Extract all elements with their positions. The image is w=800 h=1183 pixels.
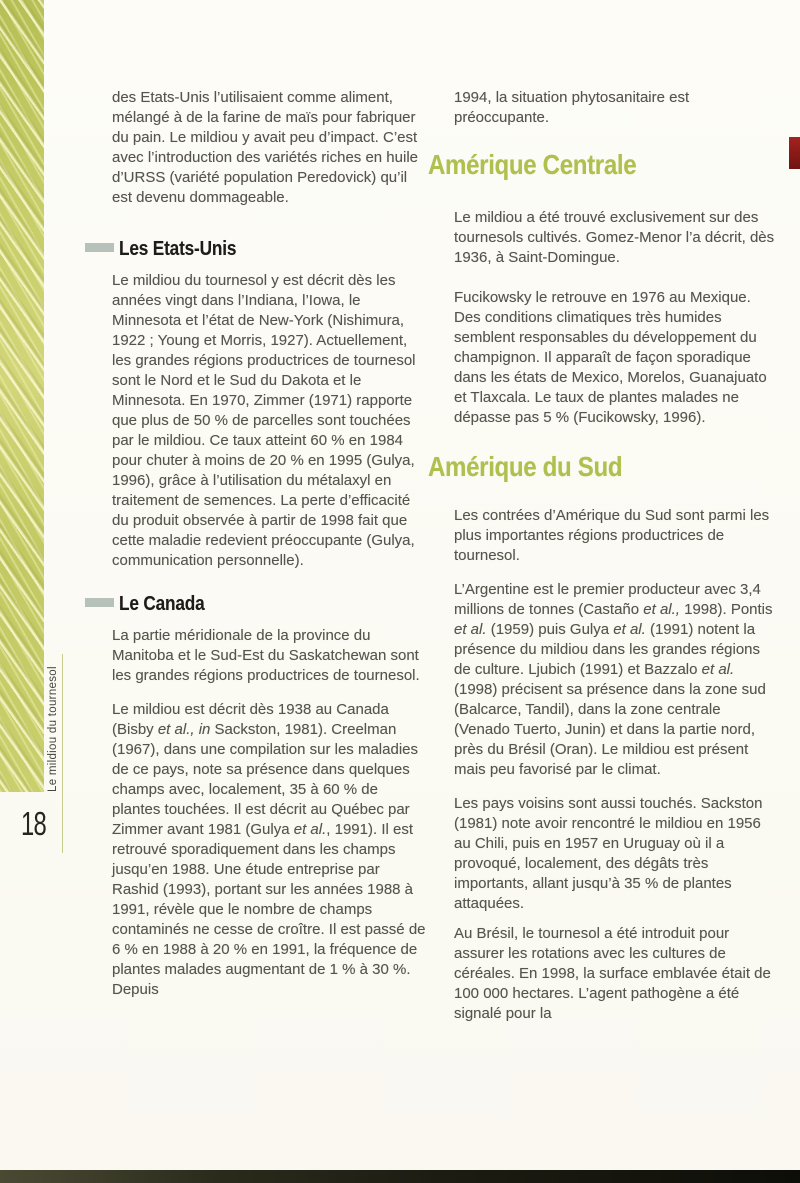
spine-label: Le mildiou du tournesol xyxy=(47,666,59,792)
paragraph: La partie méridionale de la province du Manitoba et le Sud-Est du Saskatchewan sont les grandes régions productrices de tournesol. xyxy=(112,627,420,684)
paragraph: 1994, la situation phytosanitaire est préoccupante. xyxy=(454,89,690,126)
sidebar-texture-band xyxy=(0,0,44,792)
left-column xyxy=(85,0,429,1020)
red-edge-scan-mark xyxy=(789,137,800,169)
paragraph: Les pays voisins sont aussi touchés. Sackston (1981) note avoir rencontré le mildiou en 1956 au Chili, puis en 1957 en Uruguay où il a provoqué, localement, des dégâts très importants, allant jusqu’à 35 % de plantes attaquées. xyxy=(454,795,763,912)
right-column xyxy=(428,0,778,1044)
paragraph: Le mildiou a été trouvé exclusivement sur des tournesols cultivés. Gomez-Menor l’a décrit, dès 1936, à Saint-Domingue. xyxy=(454,209,775,266)
section-heading-etats-unis xyxy=(85,236,429,261)
page-number: 18 xyxy=(21,805,46,842)
paragraph: Au Brésil, le tournesol a été introduit pour assurer les rotations avec les cultures de céréales. En 1998, la surface emblavée était de 100 000 hectares. L’agent pathogène a été signalé pour la xyxy=(454,925,771,1022)
bottom-scan-edge xyxy=(0,1170,800,1183)
paragraph: Le mildiou du tournesol y est décrit dès les années vingt dans l’Indiana, l’Iowa, le Minnesota et l’état de New-York (Nishimura, 1922 ; Young et Morris, 1927). Actuellement, les grandes régions productrices de tournesol sont le Nord et le Sud du Dakota et le Minnesota. En 1970, Zimmer (1971) rapporte que plus de 50 % de parcelles sont touchées par le mildiou. Ce taux atteint 60 % en 1984 pour chuter à moins de 20 % en 1995 (Gulya, 1996), grâce à l’utilisation du métalaxyl en traitement de semences. La perte d’efficacité du produit observée à partir de 1998 fait que cette maladie redevient préoccupante (Gulya, communication personnelle). xyxy=(112,272,416,569)
paragraph: des Etats-Unis l’utilisaient comme aliment, mélangé à de la farine de maïs pour fabriquer du pain. Le mildiou y avait peu d’impact. C’est avec l’introduction des variétés riches en huile d’URSS (variété population Peredovick) qu’il est devenu dommageable. xyxy=(112,89,418,206)
paragraph: Les contrées d’Amérique du Sud sont parmi les plus importantes régions productrices de tournesol. xyxy=(454,507,770,564)
heading-text: Amérique du Sud xyxy=(428,451,623,482)
spine-rule xyxy=(62,654,63,853)
heading-bar-icon xyxy=(85,243,114,252)
heading-text: Le Canada xyxy=(119,592,205,615)
paragraph: L’Argentine est le premier producteur avec 3,4 millions de tonnes (Castaño et al., 1998). Pontis et al. (1959) puis Gulya et al. (1991) notent la présence du mildiou dans les grandes régions de culture. Ljubich (1991) et Bazzalo et al. (1998) précisent sa présence dans la zone sud (Balcarce, Tandil), dans la zone centrale (Venado Tuerto, Junin) et dans la partie nord, près du Brésil (Oran). Le mildiou est présent mais peu favorisé par le climat. xyxy=(454,581,773,778)
section-heading-amerique-centrale xyxy=(428,150,778,182)
heading-bar-icon xyxy=(85,598,114,607)
section-heading-canada xyxy=(85,591,429,616)
paragraph: Le mildiou est décrit dès 1938 au Canada (Bisby et al., in Sackston, 1981). Creelman (1967), dans une compilation sur les maladies de ce pays, note sa présence dans quelques champs avec, localement, 35 à 60 % de plantes touchées. Il est décrit au Québec par Zimmer avant 1981 (Gulya et al., 1991). Il est retrouvé sporadiquement dans les champs jusqu’en 1988. Une étude entreprise par Rashid (1993), portant sur les années 1988 à 1991, révèle que le nombre de champs contaminés ne cesse de croître. Il est passé de 6 % en 1988 à 20 % en 1991, la fréquence de plantes malades augmentant de 1 % à 30 %. Depuis xyxy=(112,701,426,998)
section-heading-amerique-du-sud xyxy=(428,452,778,484)
heading-text: Amérique Centrale xyxy=(428,149,637,180)
paragraph: Fucikowsky le retrouve en 1976 au Mexique. Des conditions climatiques très humides semblent responsables du développement du champignon. Il apparaît de façon sporadique dans les états de Mexico, Morelos, Guanajuato et Tlaxcala. Le taux de plantes malades ne dépasse pas 5 % (Fucikowsky, 1996). xyxy=(454,289,767,426)
heading-text: Les Etats-Unis xyxy=(119,237,237,260)
